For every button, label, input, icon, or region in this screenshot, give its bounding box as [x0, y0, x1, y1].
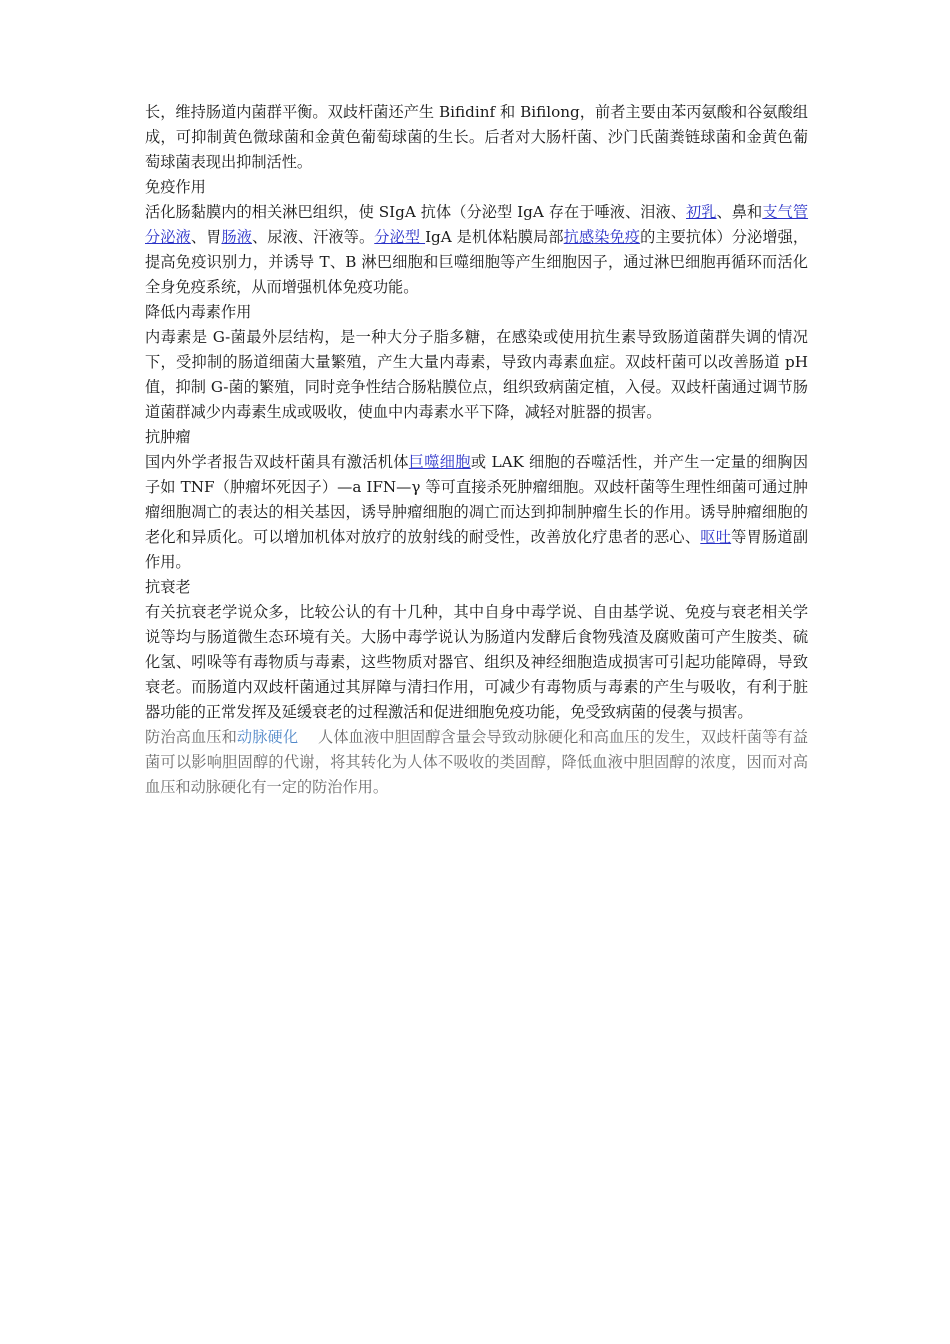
link-colostrum[interactable]: 初乳: [686, 203, 717, 221]
immune-text-4: 、尿液、汗液等。: [252, 228, 375, 246]
paragraph-hypertension: [145, 725, 808, 800]
link-vomiting[interactable]: 呕吐: [700, 528, 732, 546]
heading-anti-tumor: 抗肿瘤: [145, 428, 191, 446]
heading-anti-aging: 抗衰老: [145, 578, 191, 596]
hypertension-title-text: 防治高血压和: [145, 728, 237, 746]
link-secretory-iga[interactable]: 分泌型: [374, 228, 426, 246]
heading-endotoxin: 降低内毒素作用: [145, 303, 252, 321]
tumor-text-1: 国内外学者报告双歧杆菌具有激活机体: [145, 453, 409, 471]
immune-text-5: IgA 是机体粘膜局部: [425, 228, 564, 246]
tumor-text-2: 或 LAK 细胞的吞噬活性，并产生一定量的细胸因子如 TNF（肿瘤坏死因子）—a IFN—γ 等可直接杀死肿瘤细胞。双歧杆菌等生理性细菌可通过肿瘤细胞凋亡的表达的相关基因，诱导肿瘤细胞的凋亡而达到抑制肿瘤生长的作用。诱导肿瘤细胞的老化和异质化。可以增加机体对放疗的放射线的耐受性，改善放化疗患者的恶心、: [145, 453, 809, 546]
link-macrophage[interactable]: 巨噬细胞: [408, 453, 471, 471]
paragraph-anti-aging: 有关抗衰老学说众多，比较公认的有十几种，其中自身中毒学说、自由基学说、免疫与衰老相关学说等均与肠道微生态环境有关。大肠中毒学说认为肠道内发酵后食物残渣及腐败菌可产生胺类、硫化氢、吲哚等有毒物质与毒素，这些物质对器官、组织及神经细胞造成损害可引起功能障碍，导致衰老。而肠道内双歧杆菌通过其屏障与清扫作用，可减少有毒物质与毒素的产生与吸收，有利于脏器功能的正常发挥及延缓衰老的过程激活和促进细胞免疫功能，免受致病菌的侵袭与损害。: [145, 603, 808, 721]
paragraph-anti-tumor: [145, 450, 808, 575]
link-intestinal-juice[interactable]: 肠液: [221, 228, 253, 246]
hypertension-body-text: 人体血液中胆固醇含量会导致动脉硬化和高血压的发生，双歧杆菌等有益菌可以影响胆固醇的代谢，将其转化为人体不吸收的类固醇，降低血液中胆固醇的浓度，因而对高血压和动脉硬化有一定的防治作用。: [145, 728, 809, 796]
heading-immune: 免疫作用: [145, 178, 206, 196]
immune-text-3: 、胃: [190, 228, 222, 246]
link-anti-infection-immunity[interactable]: 抗感染免疫: [563, 228, 641, 246]
paragraph-endotoxin: 内毒素是 G-菌最外层结构，是一种大分子脂多糖，在感染或使用抗生素导致肠道菌群失调的情况下，受抑制的肠道细菌大量繁殖，产生大量内毒素，导致内毒素血症。双歧杆菌可以改善肠道 pH 值，抑制 G-菌的繁殖，同时竞争性结合肠粘膜位点，组织致病菌定植，入侵。双歧杆菌通过调节肠道菌群减少内毒素生成或吸收，使血中内毒素水平下降，减轻对脏器的损害。: [145, 328, 808, 421]
link-bronchial-secretion[interactable]: 支气管分泌液: [145, 203, 809, 246]
paragraph-immune: [145, 200, 808, 300]
document-page: [145, 100, 808, 800]
paragraph-bifido-intro: 长，维持肠道内菌群平衡。双歧杆菌还产生 Bifidinf 和 Bifilong，前者主要由苯丙氨酸和谷氨酸组成，可抑制黄色微球菌和金黄色葡萄球菌的生长。后者对大肠杆菌、沙门氏菌粪链球菌和金黄色葡萄球菌表现出抑制活性。: [145, 103, 808, 171]
tumor-text-3: 等胃肠道副作用。: [145, 528, 809, 571]
link-arteriosclerosis[interactable]: 动脉硬化: [236, 728, 299, 746]
immune-text-6: 的主要抗体）分泌增强，提高免疫识别力，并诱导 T、B 淋巴细胞和巨噬细胞等产生细胞因子，通过淋巴细胞再循环而活化全身免疫系统，从而增强机体免疫功能。: [145, 228, 809, 296]
immune-text-1: 活化肠黏膜内的相关淋巴组织，使 SIgA 抗体（分泌型 IgA 存在于唾液、泪液、: [145, 203, 687, 221]
immune-text-2: 、鼻和: [716, 203, 763, 221]
